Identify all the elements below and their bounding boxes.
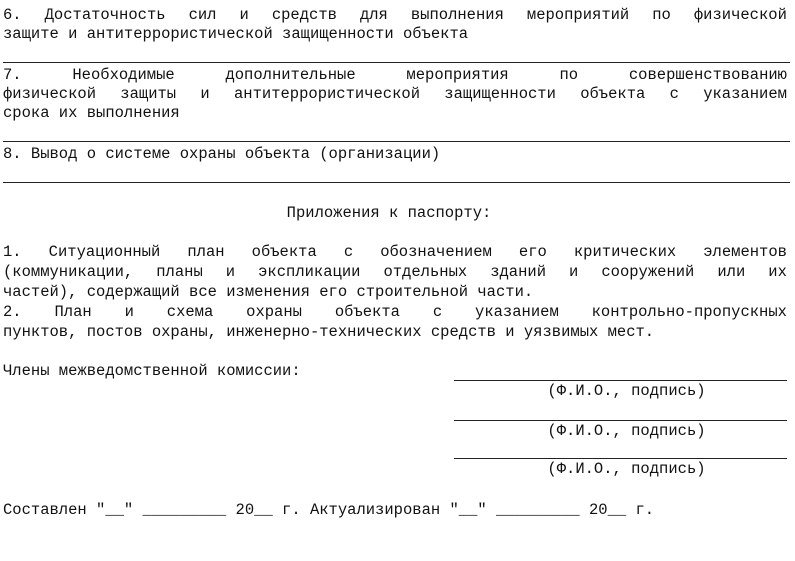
word: экспликации (258, 263, 361, 281)
word: и (569, 263, 579, 281)
signature-line-1 (454, 380, 787, 381)
word: мероприятий (526, 6, 630, 24)
word: 2. (3, 303, 22, 321)
word: и (124, 303, 134, 321)
word: Ситуационный (48, 243, 161, 261)
word: и (225, 263, 236, 281)
section-7-line-2 (3, 85, 787, 104)
compiled-updated-line: Составлен "__" _________ 20__ г. Актуализирован "__" _________ 20__ г. (3, 501, 655, 519)
word: сил (188, 6, 217, 24)
word: с (669, 85, 679, 103)
signature-line-2 (454, 420, 787, 421)
word: по (652, 6, 671, 24)
word: планы (156, 263, 203, 281)
section-8-answer-rule (3, 182, 790, 183)
signature-line-3 (454, 458, 787, 459)
word: защиты (120, 85, 177, 103)
word: 6. (3, 6, 22, 24)
word: элементов (703, 243, 787, 261)
word: защищенности (444, 85, 556, 103)
section-6-line-1 (3, 6, 787, 25)
signature-caption-3: (Ф.И.О., подпись) (547, 460, 706, 478)
word: контрольно-пропускных (591, 303, 787, 321)
word: План (54, 303, 92, 321)
word: объекта (580, 85, 646, 103)
word: объекта (334, 303, 400, 321)
word: с (343, 243, 354, 261)
word: указанием (703, 85, 787, 103)
word: (коммуникации, (3, 263, 134, 281)
word: по (559, 66, 579, 84)
word: указанием (475, 303, 559, 321)
word: средств (271, 6, 337, 24)
word: Необходимые (72, 66, 175, 84)
word: отдельных (383, 263, 468, 281)
appendix-heading: Приложения к паспорту: (286, 204, 492, 222)
section-6-answer-rule (3, 62, 790, 63)
word: обозначением (380, 243, 492, 261)
word: схема (166, 303, 214, 321)
word: с (432, 303, 443, 321)
word: зданий (490, 263, 546, 281)
section-7-line-1 (3, 66, 787, 85)
word: и (200, 85, 210, 103)
section-7-answer-rule (3, 141, 790, 142)
word: или (717, 263, 746, 281)
appendix-item-1-line-2 (3, 263, 787, 282)
word: план (187, 243, 225, 261)
section-6-line-2: защите и антитеррористической защищенности объекта (3, 25, 469, 43)
appendix-item-1-line-3: частей), содержащий все изменения его строительной части. (3, 283, 534, 301)
word: дополнительные (225, 66, 356, 84)
appendix-item-2-line-1 (3, 303, 787, 322)
signature-caption-1: (Ф.И.О., подпись) (547, 382, 706, 400)
word: Достаточность (44, 6, 166, 24)
word: антитеррористической (233, 85, 421, 103)
appendix-item-1-line-1 (3, 243, 787, 262)
word: и (239, 6, 249, 24)
section-8-line-1: 8. Вывод о системе охраны объекта (организации) (3, 145, 441, 163)
word: 1. (3, 243, 22, 261)
word: физической (3, 85, 97, 103)
word: совершенствованию (628, 66, 787, 84)
signature-caption-2: (Ф.И.О., подпись) (547, 422, 706, 440)
appendix-item-2-line-2: пунктов, постов охраны, инженерно-технических средств и уязвимых мест. (3, 323, 655, 341)
word: физической (693, 6, 787, 24)
word: для (359, 6, 388, 24)
word: мероприятия (406, 66, 509, 84)
word: 7. (3, 66, 22, 84)
word: его (518, 243, 547, 261)
section-7-line-3: срока их выполнения (3, 104, 180, 122)
word: охраны (246, 303, 302, 321)
word: объекта (251, 243, 317, 261)
word: выполнения (410, 6, 504, 24)
commission-label: Члены межведомственной комиссии: (3, 362, 301, 380)
word: сооружений (601, 263, 695, 281)
word: их (768, 263, 787, 281)
word: критических (573, 243, 677, 261)
